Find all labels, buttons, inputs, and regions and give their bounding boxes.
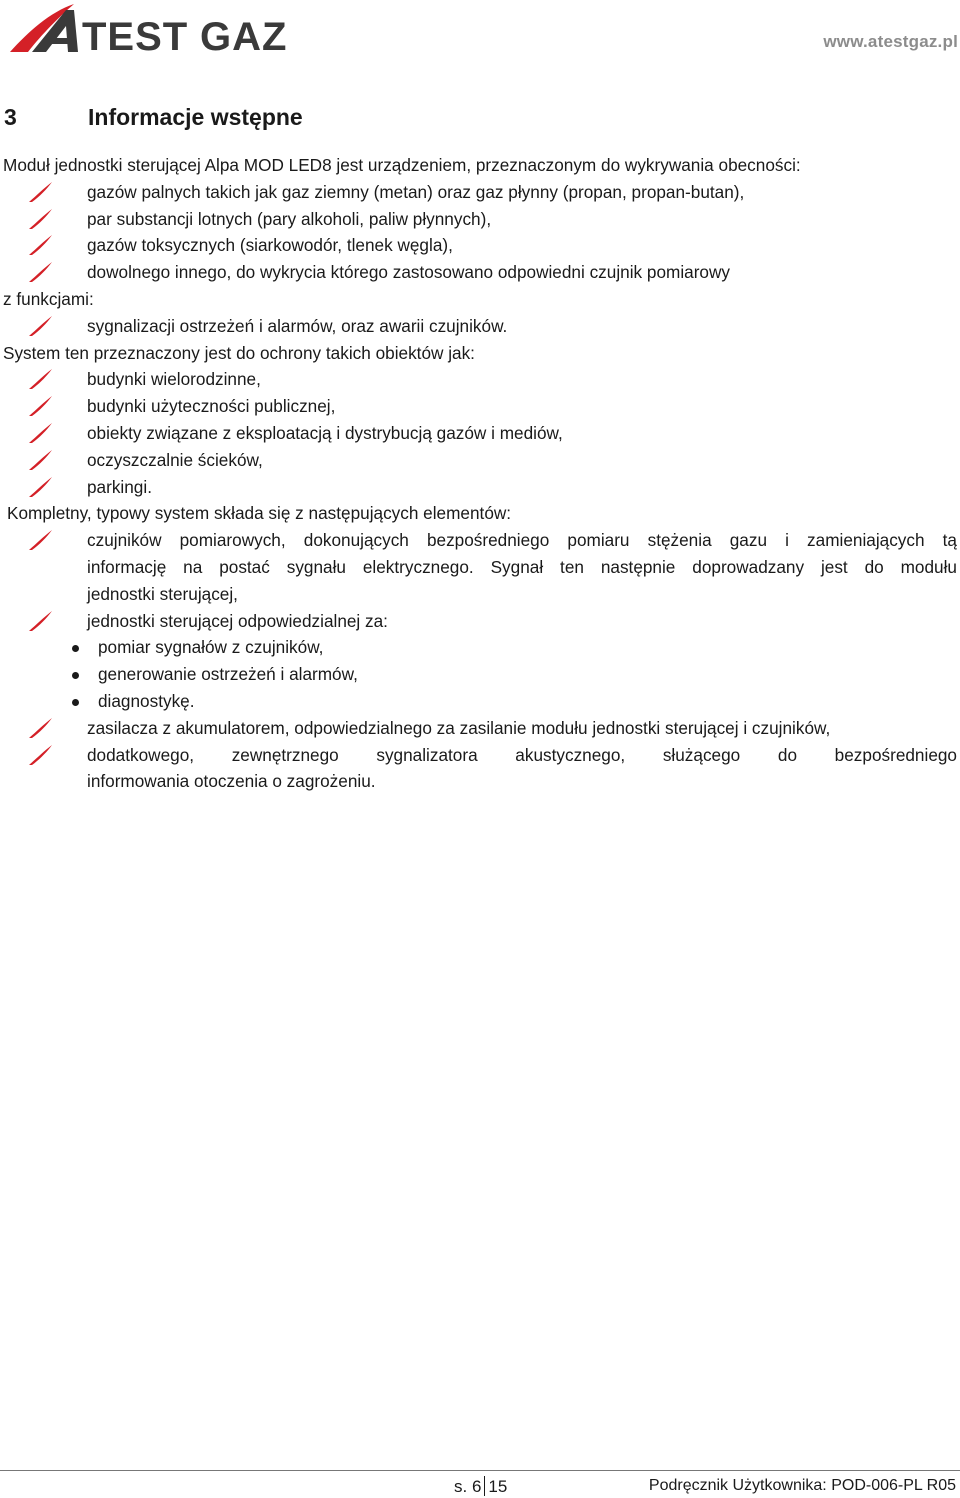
red-slash-icon — [27, 476, 53, 498]
red-slash-icon — [27, 529, 53, 551]
red-slash-icon — [27, 449, 53, 471]
section-title: Informacje wstępne — [88, 104, 303, 130]
objects-intro: System ten przeznaczony jest do ochrony takich obiektów jak: — [3, 342, 475, 363]
svg-text:TEST: TEST — [82, 15, 189, 56]
red-slash-icon — [27, 395, 53, 417]
page-header — [0, 0, 960, 60]
list-item — [0, 742, 960, 796]
red-slash-icon — [27, 744, 53, 766]
red-slash-icon — [27, 422, 53, 444]
list-item-text: dowolnego innego, do wykrycia którego zastosowano odpowiedni czujnik pomiarowy — [87, 262, 730, 283]
list-item — [0, 527, 960, 607]
sub-list-item — [0, 634, 960, 661]
list-item — [0, 232, 960, 259]
list-item — [0, 420, 960, 447]
functions-label: z funkcjami: — [3, 288, 94, 309]
intro-paragraph: Moduł jednostki sterującej Alpa MOD LED8 jest urządzeniem, przeznaczonym do wykrywania obecności: — [3, 155, 801, 175]
list-item-text: par substancji lotnych (pary alkoholi, paliw płynnych), — [87, 208, 492, 229]
section-heading — [4, 104, 303, 131]
list-item-text: budynki użyteczności publicznej, — [87, 396, 336, 417]
black-dot-icon — [72, 672, 79, 679]
section-body — [0, 152, 960, 795]
list-item — [0, 179, 960, 206]
red-slash-icon — [27, 181, 53, 203]
red-slash-icon — [27, 261, 53, 283]
page-total: 15 — [488, 1477, 508, 1496]
list-item-text: informację na postać sygnału elektrycznego. Sygnał ten następnie doprowadzany jest do modułu — [87, 556, 957, 577]
list-item — [0, 259, 960, 286]
list-item — [0, 474, 960, 501]
list-item-text: gazów palnych takich jak gaz ziemny (metan) oraz gaz płynny (propan, propan-butan), — [87, 181, 745, 202]
list-item-text: gazów toksycznych (siarkowodór, tlenek węgla), — [87, 235, 453, 256]
sub-list-item-text: diagnostykę. — [98, 690, 195, 711]
atest-gaz-logo — [8, 2, 298, 56]
list-item-text: parkingi. — [87, 476, 152, 497]
sub-list-item-text: generowanie ostrzeżeń i alarmów, — [98, 664, 358, 685]
black-dot-icon — [72, 645, 79, 652]
section-number: 3 — [4, 104, 17, 130]
list-item — [0, 715, 960, 742]
list-item-text: budynki wielorodzinne, — [87, 369, 261, 390]
sub-list-item — [0, 661, 960, 688]
footer-divider — [0, 1470, 960, 1471]
logo-flame-icon — [8, 2, 298, 56]
list-item-text: zasilacza z akumulatorem, odpowiedzialnego za zasilanie modułu jednostki sterującej i czujników, — [87, 717, 831, 738]
page-number — [454, 1476, 507, 1497]
sub-list-item — [0, 688, 960, 715]
list-item — [0, 393, 960, 420]
list-item — [0, 206, 960, 233]
black-dot-icon — [72, 699, 79, 706]
red-slash-icon — [27, 610, 53, 632]
sub-list-item-text: pomiar sygnałów z czujników, — [98, 637, 324, 658]
website-url[interactable]: www.atestgaz.pl — [823, 32, 958, 51]
system-intro: Kompletny, typowy system składa się z następujących elementów: — [7, 503, 512, 524]
list-item-text: dodatkowego, zewnętrznego sygnalizatora akustycznego, służącego do bezpośredniego — [87, 744, 957, 765]
page-current: s. 6 — [454, 1477, 482, 1496]
list-item-text: jednostki sterującej odpowiedzialnej za: — [87, 610, 388, 631]
red-slash-icon — [27, 234, 53, 256]
list-item-text: informowania otoczenia o zagrożeniu. — [87, 771, 376, 792]
document-id: Podręcznik Użytkownika: POD-006-PL R05 — [648, 1477, 956, 1494]
red-slash-icon — [27, 208, 53, 230]
list-item-text: obiekty związane z eksploatacją i dystrybucją gazów i mediów, — [87, 422, 563, 443]
list-item — [0, 313, 960, 340]
list-item-text: sygnalizacji ostrzeżeń i alarmów, oraz awarii czujników. — [87, 315, 508, 336]
list-item — [0, 366, 960, 393]
red-slash-icon — [27, 315, 53, 337]
svg-text:GAZ: GAZ — [200, 15, 288, 56]
list-item — [0, 608, 960, 635]
red-slash-icon — [27, 368, 53, 390]
red-slash-icon — [27, 717, 53, 739]
list-item-text: czujników pomiarowych, dokonujących bezpośredniego pomiaru stężenia gazu i zamieniających tą — [87, 530, 957, 551]
page-separator — [484, 1476, 485, 1496]
list-item-text: oczyszczalnie ścieków, — [87, 449, 263, 470]
list-item-text: jednostki sterującej, — [87, 583, 238, 604]
list-item — [0, 447, 960, 474]
